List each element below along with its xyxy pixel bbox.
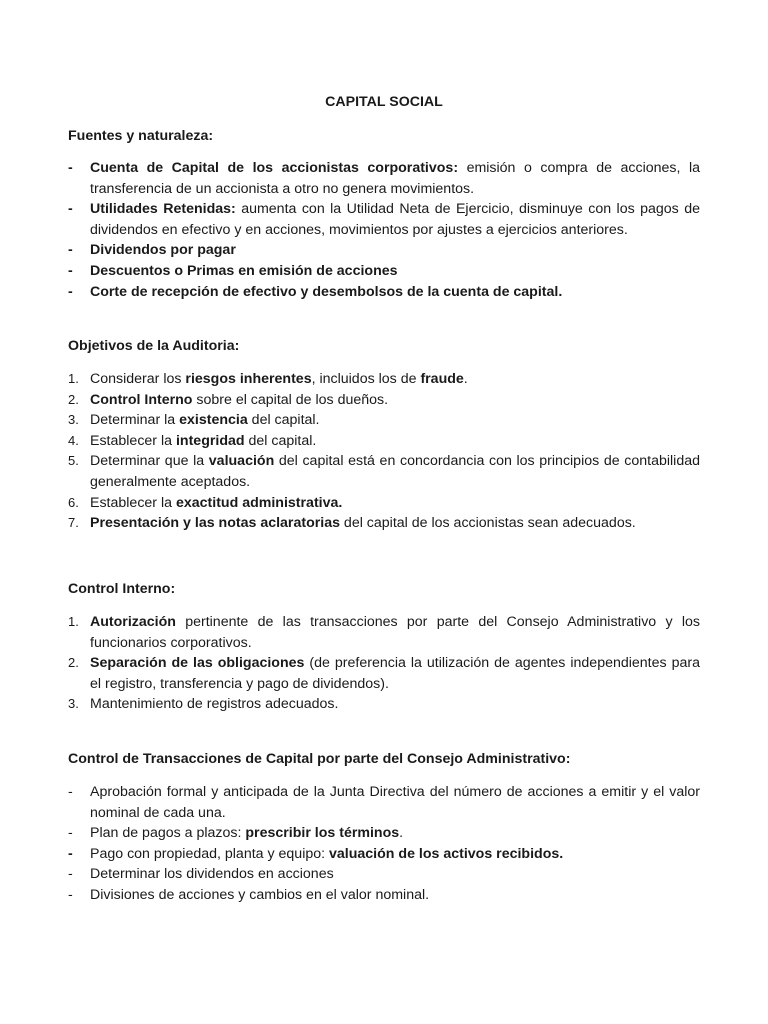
item-text: Establecer la — [90, 432, 176, 449]
list-item — [68, 864, 700, 885]
list-item — [68, 369, 700, 390]
objetivos-list — [68, 369, 700, 534]
item-text: emisión o compra de acciones, la transferencia de un accionista a otro no genera movimientos. — [90, 160, 700, 197]
list-item — [68, 782, 700, 823]
item-term: Utilidades Retenidas: — [90, 201, 236, 218]
item-text: Establecer la — [90, 494, 176, 511]
number-marker: 7. — [68, 515, 79, 531]
item-term: Dividendos por pagar — [90, 242, 236, 259]
item-term: Corte de recepción de efectivo y desembolsos de la cuenta de capital. — [90, 283, 563, 300]
item-text: pertinente de las transacciones por parte del Consejo Administrativo y los funcionarios corporativos. — [90, 614, 700, 651]
item-text: sobre el capital de los dueños. — [192, 391, 389, 408]
number-marker: 2. — [68, 391, 79, 407]
bullet-marker: - — [68, 845, 73, 862]
list-item — [68, 844, 700, 865]
item-text: Pago con propiedad, planta y equipo: — [90, 845, 330, 862]
item-text: del capital está en concordancia con los principios de contabilidad generalmente aceptados. — [90, 453, 700, 490]
bullet-marker: - — [68, 242, 73, 259]
item-term: valuación de los activos recibidos. — [329, 845, 564, 862]
item-text: aumenta con la Utilidad Neta de Ejercicio, disminuye con los pagos de dividendos en efectivo y en acciones, movimientos por ajustes a ejercicios anteriores. — [90, 201, 700, 238]
list-item — [68, 261, 700, 282]
list-item — [68, 513, 700, 534]
item-text: (de preferencia la utilización de agentes independientes para el registro, transferencia y pago de dividendos). — [90, 655, 700, 692]
list-item — [68, 612, 700, 653]
number-marker: 6. — [68, 494, 79, 510]
list-item — [68, 390, 700, 411]
bullet-marker: - — [68, 825, 73, 842]
item-text: . — [399, 825, 404, 842]
fuentes-list — [68, 158, 700, 302]
item-text: Considerar los — [90, 371, 186, 387]
list-item — [68, 199, 700, 240]
item-text: del capital. — [244, 432, 317, 449]
list-item — [68, 431, 700, 452]
list-item — [68, 282, 700, 303]
list-item — [68, 653, 700, 694]
item-term: Cuenta de Capital de los accionistas corporativos: — [90, 160, 459, 176]
bullet-marker: - — [68, 262, 73, 279]
list-item — [68, 694, 700, 715]
bullet-marker: - — [68, 886, 73, 903]
item-text: Divisiones de acciones y cambios en el valor nominal. — [90, 886, 430, 903]
list-item — [68, 885, 700, 906]
item-term: prescribir los términos — [245, 825, 400, 842]
number-marker: 3. — [68, 696, 79, 712]
item-text: del capital. — [247, 412, 320, 429]
item-text: Aprobación formal y anticipada de la Junta Directiva del número de acciones a emitir y el valor nominal de cada una. — [90, 784, 700, 821]
section-heading-control-interno: Control Interno: — [68, 581, 176, 597]
list-item — [68, 823, 700, 844]
item-term: exactitud administrativa. — [175, 494, 343, 511]
number-marker: 1. — [68, 614, 79, 629]
bullet-marker: - — [68, 283, 73, 300]
list-item — [68, 493, 700, 514]
number-marker: 2. — [68, 655, 79, 671]
bullet-marker: - — [68, 784, 73, 800]
item-term: Descuentos o Primas en emisión de acciones — [90, 262, 398, 279]
list-item — [68, 158, 700, 199]
item-text: . — [463, 371, 468, 387]
section-heading-objetivos: Objetivos de la Auditoria: — [68, 338, 240, 354]
item-term: existencia — [179, 412, 248, 429]
item-term: Autorización — [90, 614, 176, 630]
number-marker: 4. — [68, 432, 79, 448]
item-term: Presentación y las notas aclaratorias — [90, 515, 340, 532]
item-term: integridad — [175, 432, 245, 449]
list-item — [68, 451, 700, 492]
item-term: riesgos inherentes — [185, 371, 312, 387]
number-marker: 3. — [68, 412, 79, 428]
bullet-marker: - — [68, 160, 73, 176]
item-text: Determinar los dividendos en acciones — [90, 866, 334, 883]
item-text: , incluidos los de — [311, 371, 421, 387]
item-text: Mantenimiento de registros adecuados. — [90, 696, 339, 713]
bullet-marker: - — [68, 201, 73, 218]
item-term: Separación de las obligaciones — [90, 655, 305, 672]
item-text: del capital de los accionistas sean adecuados. — [339, 515, 636, 532]
control-interno-list — [68, 612, 700, 715]
item-term: valuación — [208, 453, 275, 470]
bullet-marker: - — [68, 866, 73, 883]
list-item — [68, 240, 700, 261]
item-text: Determinar que la — [90, 453, 209, 470]
number-marker: 1. — [68, 371, 79, 386]
section-heading-fuentes: Fuentes y naturaleza: — [68, 128, 214, 144]
section-heading-control-transacciones: Control de Transacciones de Capital por parte del Consejo Administrativo: — [68, 751, 571, 767]
document-title: CAPITAL SOCIAL — [325, 94, 443, 110]
item-text: Plan de pagos a plazos: — [90, 825, 246, 842]
number-marker: 5. — [68, 453, 79, 469]
control-transacciones-list — [68, 782, 700, 906]
item-term: fraude — [420, 371, 464, 387]
item-term: Control Interno — [90, 391, 193, 408]
item-text: Determinar la — [90, 412, 180, 429]
list-item — [68, 410, 700, 431]
